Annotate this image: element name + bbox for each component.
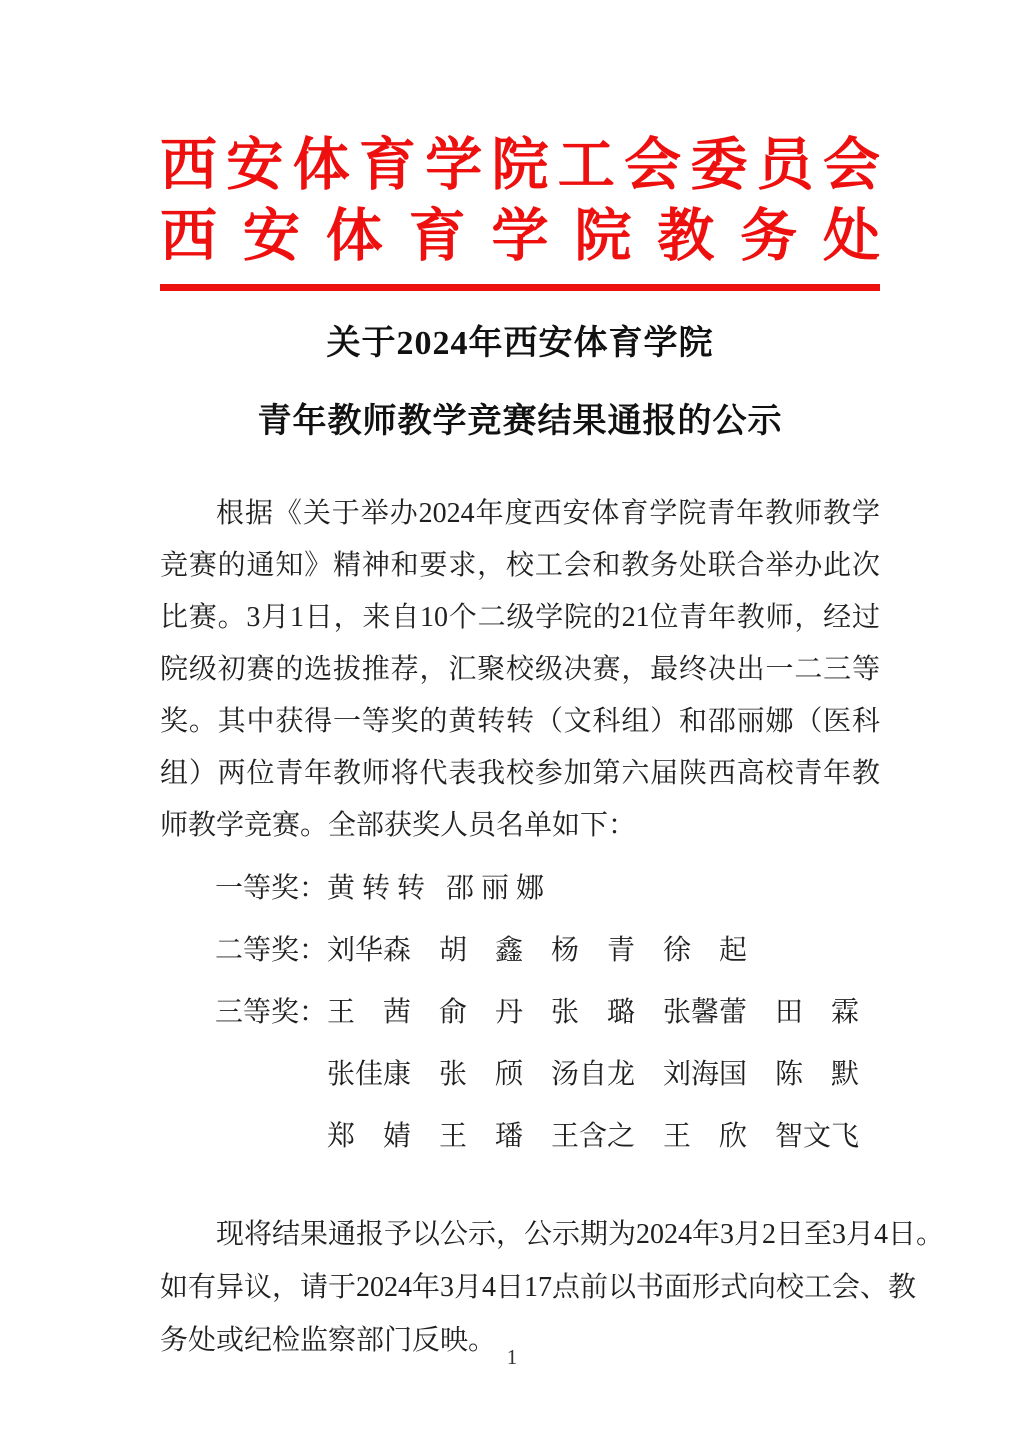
closing-line: 现将结果通报予以公示，公示期为2024年3月2日至3月4日。 <box>216 1219 945 1250</box>
award-row-third-prize-cont <box>160 1044 880 1106</box>
letterhead <box>0 0 1024 291</box>
body-paragraph <box>160 488 880 852</box>
letterhead-line-2: 西 安 体 育 学 院 教 务 处 <box>160 205 880 268</box>
award-names: 郑 婧 王 璠 王含之 王 欣 智文飞 <box>327 1121 860 1152</box>
award-row-first-prize <box>160 858 880 920</box>
paragraph-line: 根据《关于举办2024年度西安体育学院青年教师教学 <box>216 498 880 529</box>
award-names: 张佳康 张 颀 汤自龙 刘海国 陈 默 <box>327 1059 860 1090</box>
paragraph-line: 师教学竞赛。全部获奖人员名单如下： <box>160 810 637 841</box>
title-line-1: 关于2024年西安体育学院 <box>326 325 714 362</box>
award-list <box>160 858 880 1168</box>
award-names: 王 茜 俞 丹 张 璐 张馨蕾 田 霖 <box>327 997 860 1028</box>
award-row-third-prize <box>160 982 880 1044</box>
paragraph-line: 比赛。3月1日，来自10个二级学院的21位青年教师，经过 <box>160 602 880 633</box>
paragraph-line: 奖。其中获得一等奖的黄转转（文科组）和邵丽娜（医科 <box>160 706 880 737</box>
closing-line: 务处或纪检监察部门反映。 <box>160 1325 497 1356</box>
award-names: 黄转转 邵丽娜 <box>327 873 552 904</box>
paragraph-line: 竞赛的通知》精神和要求，校工会和教务处联合举办此次 <box>160 550 880 581</box>
title-line-2: 青年教师教学竞赛结果通报的公示 <box>257 403 783 440</box>
award-row-third-prize-cont <box>160 1106 880 1168</box>
paragraph-line: 院级初赛的选拔推荐，汇聚校级决赛，最终决出一二三等 <box>160 654 880 685</box>
award-label <box>215 1106 327 1168</box>
award-label: 一等奖： <box>215 873 328 904</box>
award-label <box>215 1044 327 1106</box>
award-row-second-prize <box>160 920 880 982</box>
red-divider-line <box>160 284 880 291</box>
closing-paragraph <box>160 1208 945 1367</box>
award-label: 三等奖： <box>215 997 328 1028</box>
closing-line: 如有异议，请于2024年3月4日17点前以书面形式向校工会、教 <box>160 1272 917 1303</box>
paragraph-line: 组）两位青年教师将代表我校参加第六届陕西高校青年教 <box>160 758 880 789</box>
award-names: 刘华森 胡 鑫 杨 青 徐 起 <box>327 935 748 966</box>
letterhead-line-1: 西 安 体 育 学 院 工 会 委 员 会 <box>160 134 880 197</box>
page-number: 1 <box>506 1345 518 1369</box>
document-title <box>160 305 880 461</box>
award-label: 二等奖： <box>215 935 328 966</box>
